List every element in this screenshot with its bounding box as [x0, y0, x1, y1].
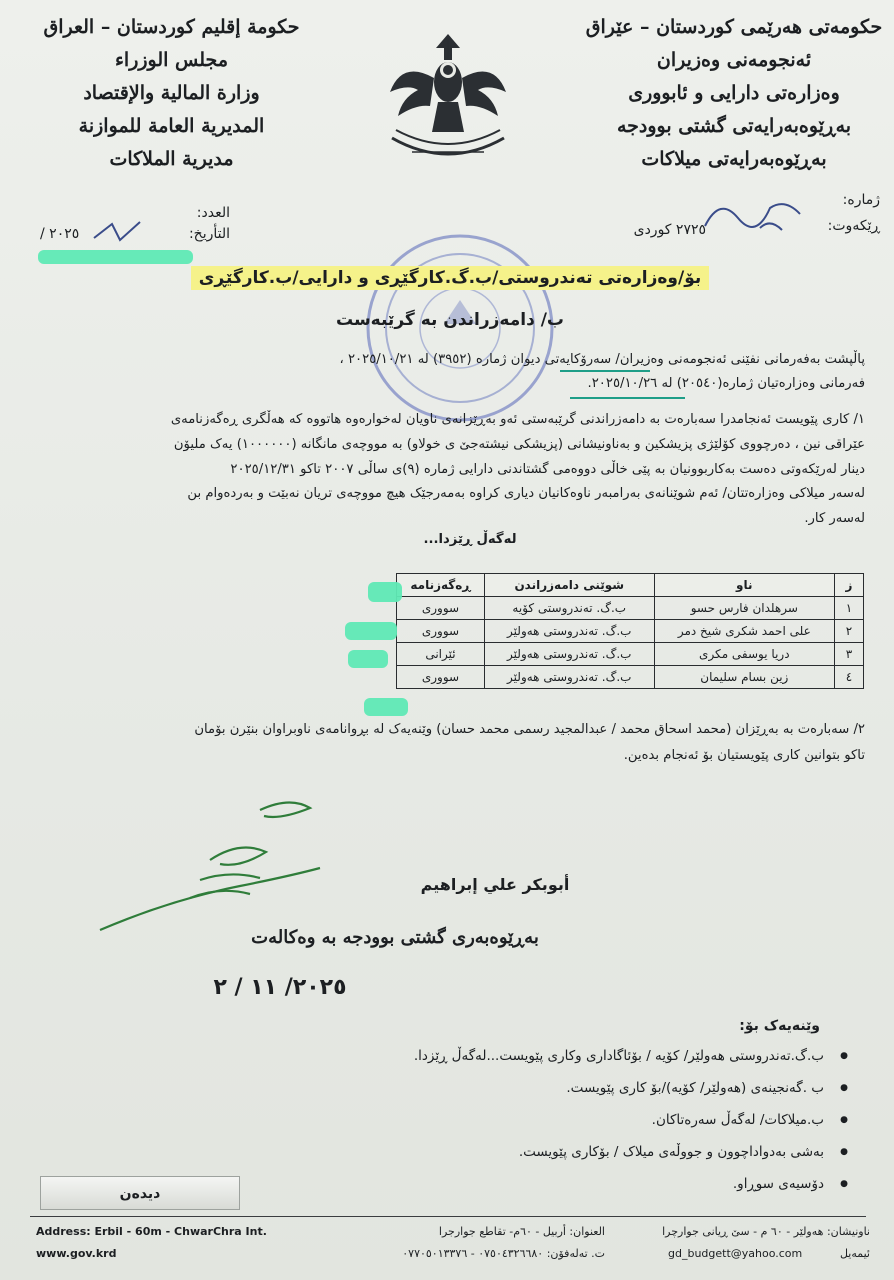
- cell-name: دریا یوسفی مکری: [654, 643, 834, 666]
- number-label-ar: العدد:: [196, 205, 230, 221]
- cell-number: ٣: [835, 643, 864, 666]
- body-line-7: لەسەر کار.: [804, 511, 865, 526]
- handwritten-date-scribble: [90, 218, 150, 246]
- cell-number: ٤: [835, 666, 864, 689]
- footer-address-ar: العنوان: أربيل - ٦٠م- تقاطع جوارجرا: [438, 1225, 605, 1238]
- teal-marker-blob: [348, 650, 388, 668]
- list-item: ● ب.گ.تەندروستی هەولێر/ کۆیە / بۆئاگاداری وکاری پێویست...لەگەڵ ڕێزدا.: [330, 1040, 842, 1072]
- footer-website[interactable]: www.gov.krd: [36, 1247, 117, 1260]
- list-item: ● بەشی بەدواداچوون و جووڵەی میلاک / بۆکاری پێویست.: [330, 1136, 842, 1168]
- header-ku-line-2: ئەنجومەنی وەزیران: [656, 49, 812, 71]
- body2-line-2: تاکو بتوانین کاری پێویستیان بۆ ئەنجام بدەین.: [623, 748, 865, 763]
- cell-name: سرهلدان فارس حسو: [654, 597, 834, 620]
- header-arabic: [14, 12, 329, 177]
- regards-text: لەگەڵ ڕێزدا...: [423, 532, 517, 547]
- cell-nationality: سووری: [397, 597, 485, 620]
- footer-email[interactable]: gd_budgett@yahoo.com: [668, 1247, 803, 1260]
- cell-nationality: سووری: [397, 666, 485, 689]
- teal-underline-1: [560, 370, 650, 372]
- cell-name: زین بسام سلیمان: [654, 666, 834, 689]
- body2-line-1: ٢/ سەبارەت بە بەڕێزان (محمد اسحاق محمد / عبدالمجید رسمی محمد حسان) وێنەیەک لە بڕوانامەی ناوبراوان بنێرن بۆمان: [194, 722, 865, 737]
- subject-line: [160, 268, 740, 288]
- header-ar-line-5: مديرية الملاكات: [109, 148, 234, 170]
- subject-text: بۆ/وەزارەتی تەندروستی/ب.گ.کارگێڕی و دارایی/ب.کارگێڕی: [191, 266, 710, 290]
- cell-location: ب.گ. تەندروستی کۆیە: [484, 597, 654, 620]
- date-label-ku: ڕێکەوت:: [827, 218, 880, 234]
- teal-marker-blob: [368, 582, 402, 602]
- signature-date: ٢٠٢٥/ ١١ / ٢: [213, 975, 347, 1000]
- table-row: [397, 666, 864, 689]
- header-kurdish: [575, 12, 893, 177]
- cell-location: ب.گ. تەندروستی هەولێر: [484, 666, 654, 689]
- header-ku-line-3: وەزارەتی دارایی و ئابووری: [628, 82, 840, 104]
- body-line-1: پاڵپشت بەفەرمانی نفێنی ئەنجومەنی وەزیران/ سەرۆکایەتی دیوان ژمارە (٣٩٥٢) لە ٢٠٢٥/١٠/٢١ ،: [339, 352, 865, 367]
- footer-address-ku: ناونیشان: هەولێر - ٦٠ م - سێ ڕیانی جوارچرا: [662, 1225, 870, 1238]
- header-ku-line-4: بەڕێوەبەرایەتی گشتی بوودجە: [616, 115, 852, 137]
- body-line-5: دینار لەرێکەوتی دەست بەکاربوونیان بە پێی خاڵی دووەمی گشتاندنی دارایی ژمارە (٩)ی ساڵی ٢٠٠٧ تاکو ٢٠٢٥/١٢/٣١: [230, 462, 865, 477]
- cc-heading: وێنەیەک بۆ:: [739, 1018, 820, 1034]
- list-item: ● ب .گەنجینەی (هەولێر/ کۆیە)/بۆ کاری پێویست.: [330, 1072, 842, 1104]
- teal-marker-blob: [345, 622, 397, 640]
- body-line-3: ١/ کاری پێویست ئەنجامدرا سەبارەت بە دامەزراندنی گرێبەستی ئەو بەڕێزانەی ناویان لەخوارەوە هاتووە کە هەڵگری ڕەگەزنامەی: [170, 412, 865, 427]
- teal-marker-date: [38, 250, 193, 264]
- number-label-ku: ژمارە:: [842, 192, 880, 208]
- signatory-name: أبوبكر علي إبراهيم: [420, 875, 570, 894]
- cc-list: [330, 1040, 842, 1200]
- handwritten-signature: [90, 790, 330, 950]
- cell-nationality: سووری: [397, 620, 485, 643]
- cell-location: ب.گ. تەندروستی هەولێر: [484, 620, 654, 643]
- date-value-ar: / ٢٠٢٥: [40, 226, 80, 242]
- handwritten-number-scribble: [700, 188, 810, 238]
- header-ar-line-1: حكومة إقليم كوردستان – العراق: [43, 16, 300, 38]
- signatory-title: بەڕێوەبەری گشتی بوودجە بە وەکالەت: [251, 927, 539, 948]
- footer-divider: [30, 1216, 866, 1217]
- cell-number: ٢: [835, 620, 864, 643]
- kurdish-year: ٢٧٢٥ کوردی: [633, 222, 706, 238]
- header-ar-line-3: وزارة المالية والإقتصاد: [83, 82, 260, 104]
- kurdistan-emblem-logo: [372, 20, 524, 170]
- cell-nationality: ئێرانی: [397, 643, 485, 666]
- cell-number: ١: [835, 597, 864, 620]
- col-header-number: ز: [835, 574, 864, 597]
- col-header-nationality: ڕەگەزنامە: [397, 574, 485, 597]
- table-header-row: [397, 574, 864, 597]
- table-row: [397, 643, 864, 666]
- body-line-4: عێراقی نین ، دەرچووی کۆلێژی پزیشکین و بەناونیشانی (پزیشکی نیشتەجێ ی خولاو) بە مووچەی مانگانە (١٠٠٠٠٠٠) یەک ملیۆن: [173, 437, 865, 452]
- table-row: [397, 620, 864, 643]
- date-label-ar: التأريخ:: [188, 226, 230, 242]
- footer-email-label: ئیمەیل: [839, 1247, 870, 1260]
- appointees-table: [396, 573, 864, 689]
- body-line-2: فەرمانی وەزارەتیان ژمارە(٢٠٥٤٠) لە ٢٠٢٥/١٠/٢٦.: [587, 376, 865, 391]
- list-item: ● دۆسیەی سوڕاو.: [330, 1168, 842, 1200]
- table-row: [397, 597, 864, 620]
- cell-name: علی احمد شکری شیخ دمر: [654, 620, 834, 643]
- viewed-button[interactable]: دیدەن: [40, 1176, 240, 1210]
- header-ar-line-4: المديرية العامة للموازنة: [78, 115, 265, 137]
- header-ku-line-1: حکومەتی هەرێمی کوردستان – عێراق: [585, 16, 883, 38]
- teal-underline-2: [570, 397, 685, 399]
- header-ku-line-5: بەڕێوەبەرایەتی میلاکات: [641, 148, 827, 170]
- list-item: ● ب.میلاکات/ لەگەڵ سەرەتاکان.: [330, 1104, 842, 1136]
- col-header-name: ناو: [654, 574, 834, 597]
- document-title: ب/ دامەزراندن بە گرێبەست: [335, 310, 565, 330]
- header-ar-line-2: مجلس الوزراء: [114, 49, 229, 71]
- footer-phone: ت. تەلەفۆن: ٠٧٥٠٤٣٢٦٦٨٠ - ٠٧٧٠٥٠١٣٣٧٦: [402, 1247, 605, 1260]
- cell-location: ب.گ. تەندروستی هەولێر: [484, 643, 654, 666]
- teal-marker-blob: [364, 698, 408, 716]
- col-header-location: شوێنی دامەزراندن: [484, 574, 654, 597]
- body-line-6: لەسەر میلاکی وەزارەتتان/ ئەم شوێنانەی بەرامبەر ناوەکانیان دیاری کراوە بەمەرجێک هیچ مووچەی تریان نەبێت و بەردەوام بن: [187, 486, 865, 501]
- footer-address-en: Address: Erbil - 60m - ChwarChra Int.: [36, 1225, 267, 1238]
